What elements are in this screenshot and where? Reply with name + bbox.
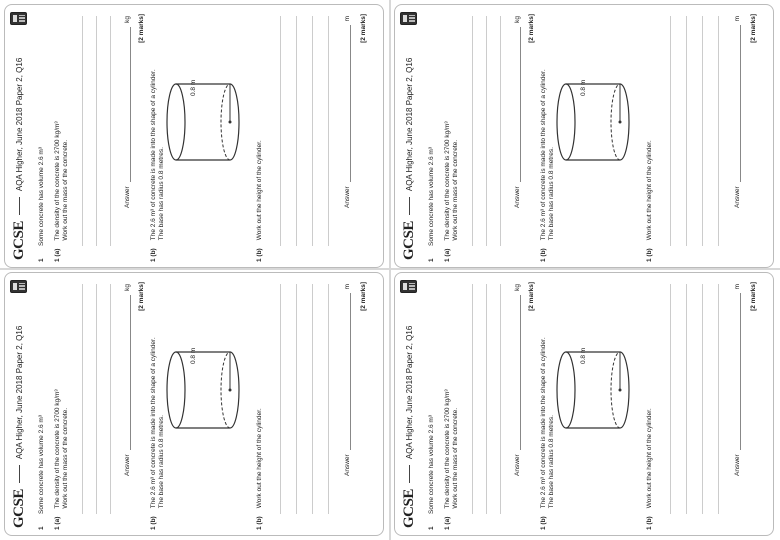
part-b-text: The 2.6 m³ of concrete is made into the shape of a cylinder. <box>540 337 547 509</box>
part-b-marks: [2 marks] <box>360 282 367 311</box>
part-a-instruction: Work out the mass of the concrete. <box>452 139 459 241</box>
part-b-text: The 2.6 m³ of concrete is made into the shape of a cylinder. <box>150 337 157 509</box>
calculator-icon <box>400 12 417 25</box>
part-a-text: The density of the concrete is 2700 kg/m³ <box>54 121 61 241</box>
part-b-text: The 2.6 m³ of concrete is made into the shape of a cylinder. <box>540 69 547 241</box>
part-b-instruction: Work out the height of the cylinder. <box>256 140 263 241</box>
part-b-label: 1 (b) <box>540 248 547 262</box>
question-number: 1 <box>428 526 435 530</box>
question-intro: Some concrete has volume 2.6 m³ <box>428 415 435 514</box>
question-intro: Some concrete has volume 2.6 m³ <box>428 147 435 246</box>
question-number: 1 <box>38 526 45 530</box>
brand-logo: GCSE <box>400 221 417 260</box>
answer-unit-m: m <box>344 284 351 290</box>
part-a-marks: [2 marks] <box>528 282 535 311</box>
question-number: 1 <box>38 258 45 262</box>
radius-label: 0.8 m <box>580 79 587 96</box>
answer-unit-m: m <box>734 284 741 290</box>
part-b-text2: The base has radius 0.8 metres. <box>548 415 555 509</box>
part-b-text2: The base has radius 0.8 metres. <box>158 415 165 509</box>
radius-label: 0.8 m <box>580 347 587 364</box>
part-b-label-2: 1 (b) <box>646 516 653 530</box>
part-b-label-2: 1 (b) <box>256 516 263 530</box>
worksheet-card-3 <box>4 272 384 536</box>
calculator-icon <box>10 280 27 293</box>
horizontal-divider <box>0 268 780 270</box>
answer-label: Answer <box>124 454 131 476</box>
answer-field-2[interactable] <box>344 293 351 450</box>
part-a-marks: [2 marks] <box>138 14 145 43</box>
vertical-divider <box>389 0 391 540</box>
part-a-label: 1 (a) <box>444 248 451 262</box>
radius-label: 0.8 m <box>190 79 197 96</box>
worksheet-card-2 <box>394 4 774 268</box>
question-number: 1 <box>428 258 435 262</box>
answer-unit-m: m <box>344 16 351 22</box>
calculator-icon <box>400 280 417 293</box>
answer-field[interactable] <box>514 27 521 182</box>
part-b-marks: [2 marks] <box>750 282 757 311</box>
brand-logo: GCSE <box>400 489 417 528</box>
worksheet-card-4 <box>394 272 774 536</box>
source-title: AQA Higher, June 2018 Paper 2, Q16 <box>404 57 414 192</box>
part-a-marks: [2 marks] <box>528 14 535 43</box>
source-title: AQA Higher, June 2018 Paper 2, Q16 <box>14 325 24 460</box>
answer-field[interactable] <box>124 295 131 450</box>
answer-label: Answer <box>514 454 521 476</box>
answer-unit-kg: kg <box>124 284 131 291</box>
part-b-label-2: 1 (b) <box>646 248 653 262</box>
answer-label-2: Answer <box>734 454 741 476</box>
part-b-marks: [2 marks] <box>750 14 757 43</box>
question-intro: Some concrete has volume 2.6 m³ <box>38 415 45 514</box>
brand-logo: GCSE <box>10 489 27 528</box>
answer-label-2: Answer <box>344 454 351 476</box>
answer-field-2[interactable] <box>734 293 741 450</box>
part-a-text: The density of the concrete is 2700 kg/m³ <box>444 121 451 241</box>
answer-label: Answer <box>514 186 521 208</box>
cylinder-diagram <box>164 340 244 440</box>
part-b-label-2: 1 (b) <box>256 248 263 262</box>
part-b-label: 1 (b) <box>540 516 547 530</box>
part-a-label: 1 (a) <box>54 248 61 262</box>
part-b-instruction: Work out the height of the cylinder. <box>256 408 263 509</box>
answer-field[interactable] <box>124 27 131 182</box>
part-a-instruction: Work out the mass of the concrete. <box>452 407 459 509</box>
part-a-text: The density of the concrete is 2700 kg/m³ <box>54 389 61 509</box>
source-title: AQA Higher, June 2018 Paper 2, Q16 <box>404 325 414 460</box>
source-title: AQA Higher, June 2018 Paper 2, Q16 <box>14 57 24 192</box>
answer-label-2: Answer <box>344 186 351 208</box>
answer-field[interactable] <box>514 295 521 450</box>
part-a-label: 1 (a) <box>54 516 61 530</box>
part-a-text: The density of the concrete is 2700 kg/m³ <box>444 389 451 509</box>
part-b-marks: [2 marks] <box>360 14 367 43</box>
part-b-text: The 2.6 m³ of concrete is made into the shape of a cylinder. <box>150 69 157 241</box>
part-a-instruction: Work out the mass of the concrete. <box>62 407 69 509</box>
answer-field-2[interactable] <box>734 25 741 182</box>
question-intro: Some concrete has volume 2.6 m³ <box>38 147 45 246</box>
part-a-marks: [2 marks] <box>138 282 145 311</box>
brand-logo: GCSE <box>10 221 27 260</box>
worksheet-card-1 <box>4 4 384 268</box>
part-b-text2: The base has radius 0.8 metres. <box>548 147 555 241</box>
radius-label: 0.8 m <box>190 347 197 364</box>
answer-field-2[interactable] <box>344 25 351 182</box>
part-b-text2: The base has radius 0.8 metres. <box>158 147 165 241</box>
part-b-label: 1 (b) <box>150 248 157 262</box>
answer-label: Answer <box>124 186 131 208</box>
answer-unit-kg: kg <box>124 16 131 23</box>
answer-unit-m: m <box>734 16 741 22</box>
part-a-label: 1 (a) <box>444 516 451 530</box>
cylinder-diagram <box>554 72 634 172</box>
part-b-instruction: Work out the height of the cylinder. <box>646 408 653 509</box>
answer-unit-kg: kg <box>514 284 521 291</box>
part-b-label: 1 (b) <box>150 516 157 530</box>
cylinder-diagram <box>554 340 634 440</box>
calculator-icon <box>10 12 27 25</box>
part-a-instruction: Work out the mass of the concrete. <box>62 139 69 241</box>
part-b-instruction: Work out the height of the cylinder. <box>646 140 653 241</box>
answer-label-2: Answer <box>734 186 741 208</box>
cylinder-diagram <box>164 72 244 172</box>
answer-unit-kg: kg <box>514 16 521 23</box>
